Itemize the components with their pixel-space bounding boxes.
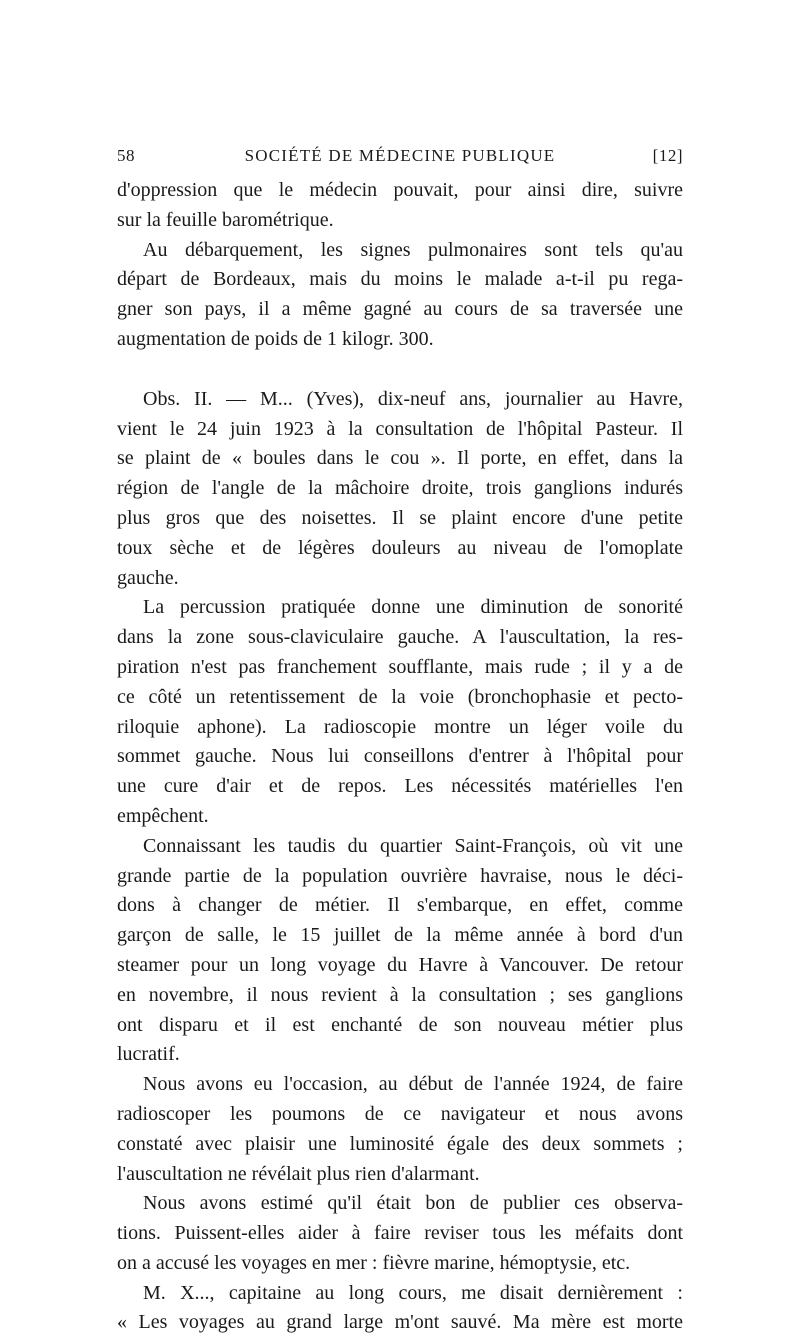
text-line: ce côté un retentissement de la voie (bronchophasie et pecto-	[117, 685, 683, 708]
text-line: Obs. II. — M... (Yves), dix-neuf ans, journalier au Havre,	[143, 387, 683, 410]
text-line: constaté avec plaisir une luminosité égale des deux sommets ;	[117, 1132, 683, 1155]
text-line: Nous avons eu l'occasion, au début de l'année 1924, de faire	[143, 1073, 683, 1096]
text-line: vient le 24 juin 1923 à la consultation de l'hôpital Pasteur. Il	[117, 417, 683, 440]
text-line: Nous avons estimé qu'il était bon de publier ces observa-	[143, 1192, 683, 1215]
text-line: piration n'est pas franchement soufflante, mais rude ; il y a de	[117, 655, 683, 678]
text-line: dans la zone sous-claviculaire gauche. A l'auscultation, la res-	[117, 626, 683, 649]
text-line: se plaint de « boules dans le cou ». Il porte, en effet, dans la	[117, 447, 683, 470]
text-line: garçon de salle, le 15 juillet de la même année à bord d'un	[117, 924, 683, 947]
text-line: steamer pour un long voyage du Havre à Vancouver. De retour	[117, 953, 683, 976]
text-line: riloquie aphone). La radioscopie montre un léger voile du	[117, 715, 683, 738]
text-line: empêchent.	[117, 804, 209, 827]
text-line: grande partie de la population ouvrière havraise, nous le déci-	[117, 864, 683, 887]
text-line: « Les voyages au grand large m'ont sauvé. Ma mère est morte	[117, 1311, 683, 1334]
text-line: Au débarquement, les signes pulmonaires sont tels qu'au	[143, 238, 683, 261]
text-line: sommet gauche. Nous lui conseillons d'entrer à l'hôpital pour	[117, 745, 683, 768]
text-line: ont disparu et il est enchanté de son nouveau métier plus	[117, 1013, 683, 1036]
text-line: dons à changer de métier. Il s'embarque, en effet, comme	[117, 894, 683, 917]
text-line: radioscoper les poumons de ce navigateur et nous avons	[117, 1102, 683, 1125]
paragraph-radioscopy	[117, 1070, 683, 1189]
text-line: lucratif.	[117, 1043, 180, 1066]
text-line: sur la feuille barométrique.	[117, 208, 334, 231]
text-line: en novembre, il nous revient à la consultation ; ses ganglions	[117, 983, 683, 1006]
paragraph-conclusion	[117, 1189, 683, 1278]
text-line: région de l'angle de la mâchoire droite, trois ganglions indurés	[117, 477, 683, 500]
section-reference: [12]	[652, 146, 683, 165]
paragraph-captain-quote	[117, 1279, 683, 1338]
paragraph-observation-2	[117, 385, 683, 594]
text-line: gauche.	[117, 566, 179, 589]
text-line: M. X..., capitaine au long cours, me disait dernièrement :	[143, 1281, 683, 1304]
paragraph-percussion	[117, 593, 683, 831]
text-line: l'auscultation ne révélait plus rien d'alarmant.	[117, 1162, 480, 1185]
text-line: départ de Bordeaux, mais du moins le malade a-t-il pu rega-	[117, 268, 683, 291]
running-title: SOCIÉTÉ DE MÉDECINE PUBLIQUE	[244, 146, 556, 165]
text-line: plus gros que des noisettes. Il se plaint encore d'une petite	[117, 506, 683, 529]
text-line: une cure d'air et de repos. Les nécessités matérielles l'en	[117, 775, 683, 798]
text-line: toux sèche et de légères douleurs au niveau de l'omoplate	[117, 536, 683, 559]
running-header	[117, 146, 683, 176]
text-line: d'oppression que le médecin pouvait, pour ainsi dire, suivre	[117, 179, 683, 201]
page-number: 58	[117, 146, 135, 165]
text-line: on a accusé les voyages en mer : fièvre marine, hémoptysie, etc.	[117, 1251, 631, 1274]
paragraph-gap	[117, 355, 683, 385]
text-line: Connaissant les taudis du quartier Saint-François, où vit une	[143, 834, 683, 857]
paragraph-job-change	[117, 832, 683, 1070]
paragraph-continuation	[117, 176, 683, 236]
book-page	[117, 146, 683, 1338]
text-line: tions. Puissent-elles aider à faire reviser tous les méfaits dont	[117, 1222, 683, 1245]
text-line: gner son pays, il a même gagné au cours de sa traversée une	[117, 298, 683, 321]
paragraph-arrival	[117, 236, 683, 355]
text-line: La percussion pratiquée donne une diminution de sonorité	[143, 596, 683, 619]
text-line: augmentation de poids de 1 kilogr. 300.	[117, 327, 434, 350]
